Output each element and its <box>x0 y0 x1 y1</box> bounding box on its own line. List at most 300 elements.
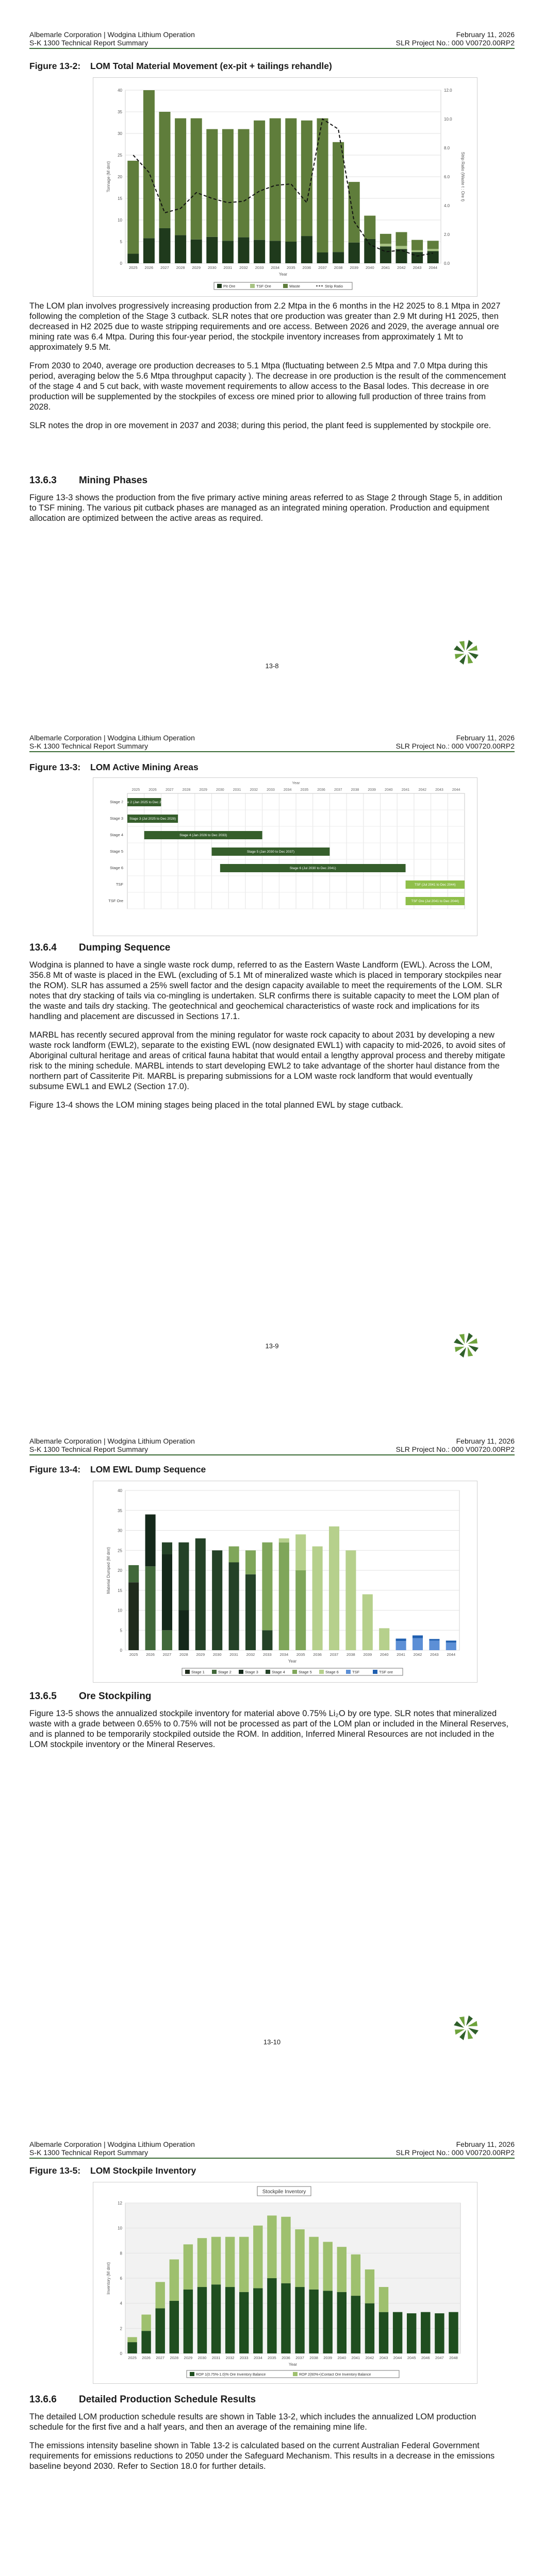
y2-axis-label: Strip Ratio (Waste t : Ore t) <box>460 151 465 202</box>
bar-segment <box>184 2244 193 2290</box>
bar-segment <box>429 1639 439 1640</box>
figure-caption <box>29 1464 206 1475</box>
x-tick-label: 2043 <box>413 265 422 270</box>
x-tick-label: 2039 <box>363 1652 372 1657</box>
paragraph: Wodgina is planned to have a single waste rock dump, referred to as the Eastern Waste Landform (EWL). Across the LOM, 356.8 Mt of waste is placed in the EWL (excluding of 5.1 Mt of mineralized waste which is placed in temporary stockpiles near the ROM). SLR has assumed a 25% swell factor and the design capacity available to meet the requirements of the LOM. SLR notes that dry stacking of tails via co-mingling is undertaken. SLR confirms there is suitable capacity to meet the LOM plan of the waste and tails dry stacking. The geotechnical and geochemical characteristics of waste rock and implications for its handling and placement are discussed in Sections 17.1. <box>29 960 503 1021</box>
bar-segment <box>345 1550 356 1650</box>
section-title: Detailed Production Schedule Results <box>79 2394 256 2405</box>
bar-segment <box>239 2292 249 2353</box>
x-tick-label: 2028 <box>179 1652 188 1657</box>
bar-segment <box>295 1534 306 1570</box>
x-tick-label: 2030 <box>216 788 224 792</box>
y2-tick-label: 8.0 <box>444 146 450 150</box>
x-axis-label: Year <box>288 1659 297 1664</box>
bar-segment <box>413 1635 423 1638</box>
legend-label: Stage 3 <box>245 1670 258 1674</box>
x-tick-label: 2038 <box>351 788 359 792</box>
x-tick-label: 2036 <box>282 2355 290 2360</box>
bar-segment <box>128 1565 139 1582</box>
bar-segment <box>379 2287 388 2312</box>
bar-segment <box>197 2287 207 2353</box>
bar-segment <box>211 2284 221 2353</box>
bar-segment <box>229 1547 239 1563</box>
paragraph: Figure 13-3 shows the production from the five primary active mining areas referred to as Stage 2 through Stage 5, in addition to TSF mining. The various pit cutback phases are managed as an integrated mining operation. Production and equipment allocation are optimized between the active areas as required. <box>29 493 503 523</box>
row-label: TSF <box>116 882 123 887</box>
x-tick-label: 2032 <box>225 2355 235 2360</box>
bar-segment <box>295 2287 304 2353</box>
bar-segment <box>127 161 139 254</box>
bar-segment <box>206 237 218 263</box>
header-project: SLR Project No.: 000 V00720.00RP2 <box>395 2148 515 2157</box>
row-label: Stage 3 <box>110 816 123 821</box>
legend-label: TSF Ore <box>256 284 271 289</box>
x-tick-label: 2029 <box>199 788 207 792</box>
bar-segment <box>191 240 202 263</box>
x-tick-label: 2031 <box>211 2355 221 2360</box>
bar-segment <box>337 2247 347 2292</box>
y-tick-label: 35 <box>118 110 122 114</box>
bar-segment <box>175 118 186 235</box>
bar-segment <box>435 2313 444 2353</box>
bar-segment <box>162 1543 172 1554</box>
slr-logo-icon <box>452 638 481 667</box>
x-tick-label: 2036 <box>302 265 311 270</box>
bar-segment <box>222 241 234 263</box>
bar-segment <box>407 2313 416 2353</box>
bar-segment <box>270 241 281 263</box>
bar-segment <box>446 1640 456 1642</box>
bar-segment <box>245 1550 256 1574</box>
bar-segment <box>225 2287 235 2353</box>
bar-segment <box>156 2282 165 2308</box>
legend-swatch <box>185 1670 190 1674</box>
y-tick-label: 15 <box>118 1588 122 1593</box>
x-tick-label: 2033 <box>239 2355 249 2360</box>
paragraph: From 2030 to 2040, average ore production decreases to 5.1 Mtpa (fluctuating between 2.5 Mtpa and 7.0 Mtpa during this period, averaging below the 5.6 Mtpa throughput capacity ). The decrease in ore production is the result of the commencement of the stage 4 and 5 cut back, with waste movement requirements to allow access to the Basal lodes. This decrease in ore production will be supplemented by the stockpiles of excess ore mined prior to allowing full production of three trains from 2028. <box>29 361 506 412</box>
bar-segment <box>143 90 155 238</box>
legend-label: ROP 2(60%+)Contact Ore Inventory Balance <box>299 2373 371 2377</box>
header-company: Albemarle Corporation | Wodgina Lithium Operation <box>29 30 195 39</box>
slr-logo-icon <box>452 2013 481 2042</box>
paragraph: MARBL has recently secured approval from the mining regulator for waste rock capacity to about 2031 by developing a new waste rock landform (EWL2), separate to the existing EWL (now designated EWL1) with capacity to mid-2026, to avoid sites of Aboriginal cultural heritage and areas of critical fauna habitat that would entail a lengthy approval process and thereby mitigate risk to the mining schedule. MARBL intends to start developing EWL2 to take advantage of the shorter haul distance from the northern part of Cassiterite Pit. MARBL is preparing submissions for a LOM waste rock landform that would eventually subsume EWL1 and EWL2 (Section 17.0). <box>29 1030 505 1091</box>
bar-segment <box>238 129 249 238</box>
figure-number: Figure 13-4: <box>29 1464 81 1475</box>
bar-segment <box>267 2278 276 2353</box>
x-tick-label: 2029 <box>192 265 201 270</box>
paragraph: SLR notes the drop in ore movement in 2037 and 2038; during this period, the plant feed is supplemented by stockpile ore. <box>29 421 491 430</box>
bar-segment <box>295 1570 306 1650</box>
x-tick-label: 2029 <box>196 1652 205 1657</box>
legend-swatch <box>190 2372 194 2376</box>
bar-segment <box>421 2312 430 2353</box>
x-tick-label: 2034 <box>253 2355 262 2360</box>
bar-segment <box>245 1574 256 1650</box>
x-tick-label: 2035 <box>296 1652 305 1657</box>
x-tick-label: 2035 <box>286 265 295 270</box>
x-tick-label: 2030 <box>212 1652 222 1657</box>
bar-segment <box>170 2260 179 2301</box>
bar-segment <box>279 1543 289 1650</box>
gantt-bar-label: Stage 5 (Jan 2030 to Dec 2037) <box>246 850 295 854</box>
body-text <box>29 960 509 1118</box>
bar-segment <box>127 254 139 263</box>
chart-title: Stockpile Inventory <box>262 2189 306 2195</box>
bar-segment <box>127 2342 137 2353</box>
header-report: S-K 1300 Technical Report Summary <box>29 39 149 47</box>
bar-segment <box>349 243 360 263</box>
figure-number: Figure 13-2: <box>29 61 81 71</box>
y-axis-label: Inventory (M dmt) <box>106 2262 111 2295</box>
y2-tick-label: 4.0 <box>444 204 450 208</box>
chart-active-mining-areas-svg <box>93 778 477 936</box>
y-tick-label: 5 <box>120 1628 122 1633</box>
figure-number: Figure 13-3: <box>29 762 81 772</box>
x-tick-label: 2038 <box>309 2355 318 2360</box>
section-heading <box>29 942 170 954</box>
x-tick-label: 2032 <box>239 265 248 270</box>
legend-label: Stage 4 <box>272 1670 285 1674</box>
x-tick-label: 2041 <box>397 1652 405 1657</box>
row-label: Stage 5 <box>110 849 123 854</box>
header-report: S-K 1300 Technical Report Summary <box>29 1445 149 1453</box>
x-tick-label: 2040 <box>380 1652 389 1657</box>
figure-caption <box>29 61 332 72</box>
x-tick-label: 2043 <box>430 1652 439 1657</box>
y-tick-label: 0 <box>120 261 122 266</box>
y-tick-label: 5 <box>120 240 122 244</box>
section-heading <box>29 475 147 486</box>
bar-segment <box>128 1582 139 1650</box>
bar-segment <box>170 2301 179 2353</box>
y-tick-label: 40 <box>118 1488 122 1493</box>
bar-segment <box>379 1628 389 1650</box>
figure-caption <box>29 762 199 773</box>
x-tick-label: 2025 <box>131 788 140 792</box>
bar-segment <box>446 1642 456 1650</box>
x-tick-label: 2027 <box>160 265 169 270</box>
x-tick-label: 2026 <box>142 2355 151 2360</box>
legend-swatch <box>212 1670 217 1674</box>
y-axis-label: Material Dumped (M dmt) <box>106 1547 111 1594</box>
x-tick-label: 2038 <box>334 265 343 270</box>
bar-segment <box>349 182 360 243</box>
chart-total-material-svg <box>93 78 477 296</box>
y-tick-label: 20 <box>118 1568 122 1573</box>
bar-segment <box>333 142 344 252</box>
bar-segment <box>229 1563 239 1651</box>
x-tick-label: 2036 <box>317 788 325 792</box>
legend-swatch <box>346 1670 351 1674</box>
header-project: SLR Project No.: 000 V00720.00RP2 <box>395 742 515 750</box>
x-tick-label: 2044 <box>393 2355 402 2360</box>
x-tick-label: 2028 <box>182 788 191 792</box>
bar-segment <box>365 2303 374 2353</box>
x-tick-label: 2037 <box>318 265 327 270</box>
bar-segment <box>285 118 296 242</box>
x-tick-label: 2041 <box>381 265 390 270</box>
figure-title: LOM Active Mining Areas <box>90 762 199 772</box>
row-label: Stage 6 <box>110 866 123 870</box>
row-label: Stage 2 <box>110 800 123 804</box>
y-tick-label: 10 <box>118 2226 122 2231</box>
legend-label: Strip Ratio <box>325 284 343 289</box>
y2-tick-label: 2.0 <box>444 232 450 237</box>
x-tick-label: 2033 <box>255 265 264 270</box>
x-tick-label: 2030 <box>207 265 217 270</box>
y-axis-label: Tonnage (M dmt) <box>106 161 111 193</box>
gantt-bar-label: TSF (Jul 2041 to Dec 2044) <box>414 883 456 887</box>
gantt-bar-label: TSF Ore (Jul 2041 to Dec 2044) <box>411 900 459 903</box>
bar-segment <box>429 1640 439 1650</box>
chart-stockpile-inventory-svg <box>93 2182 477 2383</box>
y2-tick-label: 6.0 <box>444 175 450 179</box>
legend-label: Waste <box>289 284 300 289</box>
bar-segment <box>323 2291 333 2353</box>
bar-segment <box>262 1543 272 1631</box>
y-tick-label: 25 <box>118 1548 122 1553</box>
x-tick-label: 2030 <box>197 2355 207 2360</box>
x-tick-label: 2036 <box>313 1652 322 1657</box>
bar-segment <box>380 234 391 244</box>
bar-segment <box>379 2312 388 2353</box>
header-report: S-K 1300 Technical Report Summary <box>29 742 149 750</box>
bar-segment <box>145 1515 156 1567</box>
bar-segment <box>333 252 344 263</box>
x-tick-label: 2042 <box>397 265 406 270</box>
legend-swatch <box>266 1670 270 1674</box>
bar-segment <box>351 2255 360 2296</box>
header-company: Albemarle Corporation | Wodgina Lithium Operation <box>29 1437 195 1445</box>
y-tick-label: 15 <box>118 196 122 201</box>
x-tick-label: 2037 <box>334 788 342 792</box>
legend-label: Pit Ore <box>223 284 236 289</box>
x-tick-label: 2025 <box>129 1652 138 1657</box>
bar-segment <box>225 2237 235 2287</box>
x-tick-label: 2028 <box>176 265 185 270</box>
bar-segment <box>141 2331 151 2353</box>
bar-segment <box>127 2337 137 2342</box>
figure-number: Figure 13-5: <box>29 2165 81 2176</box>
x-tick-label: 2033 <box>263 1652 272 1657</box>
bar-segment <box>317 252 328 263</box>
header-date: February 11, 2026 <box>456 734 515 742</box>
legend-label: Stage 6 <box>325 1670 339 1674</box>
y-tick-label: 4 <box>120 2301 122 2306</box>
x-axis-label: Year <box>278 272 288 277</box>
figure-title: LOM EWL Dump Sequence <box>90 1464 206 1475</box>
bar-segment <box>364 216 375 239</box>
x-tick-label: 2025 <box>128 2355 137 2360</box>
bar-segment <box>178 1543 189 1611</box>
x-tick-label: 2047 <box>435 2355 444 2360</box>
x-tick-label: 2031 <box>233 788 241 792</box>
section-number: 13.6.6 <box>29 2394 57 2405</box>
header-project: SLR Project No.: 000 V00720.00RP2 <box>395 1445 515 1453</box>
x-tick-label: 2027 <box>165 788 174 792</box>
header-date: February 11, 2026 <box>456 30 515 39</box>
bar-segment <box>145 1566 156 1650</box>
chart-stockpile-inventory <box>93 2182 477 2384</box>
legend-swatch <box>283 284 288 288</box>
page-header <box>29 2140 515 2159</box>
body-text <box>29 2412 509 2480</box>
legend-swatch <box>373 1670 377 1674</box>
bar-segment <box>449 2312 458 2353</box>
bar-segment <box>380 246 391 263</box>
x-tick-label: 2044 <box>447 1652 456 1657</box>
y-tick-label: 0 <box>120 1648 122 1653</box>
x-tick-label: 2040 <box>385 788 393 792</box>
y-tick-label: 10 <box>118 1608 122 1613</box>
report-page <box>0 703 544 1406</box>
bar-segment <box>156 2308 165 2353</box>
section-number: 13.6.5 <box>29 1691 57 1702</box>
bar-segment <box>411 252 423 263</box>
bar-segment <box>411 250 423 252</box>
chart-ewl-dump-sequence <box>93 1481 477 1683</box>
bar-segment <box>239 2237 249 2292</box>
bar-segment <box>162 1554 172 1630</box>
legend-swatch <box>217 284 222 288</box>
x-axis-label: Year <box>288 2362 298 2367</box>
x-tick-label: 2044 <box>452 788 460 792</box>
bar-segment <box>141 2315 151 2331</box>
gantt-bar-label: Stage 3 (Jul 2025 to Dec 2028) <box>129 817 176 821</box>
bar-segment <box>159 112 170 228</box>
bar-segment <box>413 1638 423 1650</box>
x-tick-label: 2026 <box>149 788 157 792</box>
x-tick-label: 2040 <box>337 2355 347 2360</box>
bar-segment <box>175 235 186 263</box>
x-tick-label: 2035 <box>300 788 309 792</box>
bar-segment <box>427 241 439 249</box>
x-tick-label: 2042 <box>365 2355 374 2360</box>
bar-segment <box>395 246 407 249</box>
x-tick-label: 2045 <box>407 2355 416 2360</box>
bar-segment <box>365 2269 374 2303</box>
bar-segment <box>380 244 391 246</box>
bar-segment <box>351 2296 360 2353</box>
bar-segment <box>362 1595 373 1651</box>
x-tick-label: 2040 <box>365 265 374 270</box>
bar-segment <box>393 2312 402 2353</box>
page-header <box>29 1437 515 1455</box>
body-text <box>29 493 509 532</box>
legend-swatch <box>293 2372 298 2376</box>
y-tick-label: 12 <box>118 2201 122 2206</box>
body-text <box>29 1708 509 1758</box>
y-tick-label: 10 <box>118 218 122 223</box>
bar-segment <box>301 236 312 263</box>
y-tick-label: 20 <box>118 175 122 179</box>
x-tick-label: 2035 <box>268 2355 276 2360</box>
x-tick-label: 2034 <box>283 788 292 792</box>
figure-title: LOM Total Material Movement (ex-pit + tailings rehandle) <box>90 61 332 71</box>
bar-segment <box>337 2292 347 2353</box>
bar-segment <box>162 1630 172 1650</box>
x-tick-label: 2038 <box>347 1652 355 1657</box>
bar-segment <box>411 240 423 250</box>
legend-swatch <box>239 1670 243 1674</box>
legend-swatch <box>319 1670 324 1674</box>
y-tick-label: 6 <box>120 2276 122 2281</box>
x-tick-label: 2027 <box>156 2355 165 2360</box>
paragraph: The LOM plan involves progressively increasing production from 2.2 Mtpa in the 6 months in the H2 2025 to 8.1 Mtpa in 2027 following the completion of the Stage 3 cutback. SLR notes that ore production was greater than 2.9 Mt during H1 2025, then decreased in H2 2025 due to waste stripping requirements and ore access. Between 2026 and 2029, the average annual ore mining rate was 6.4 Mtpa. During this four-year period, the stockpile inventory increases from approximately 1 Mt to approximately 9.5 Mt. <box>29 301 501 352</box>
report-page <box>0 2110 544 2576</box>
page-number: 13-9 <box>265 1342 279 1350</box>
chart-active-mining-areas <box>93 777 477 936</box>
y-tick-label: 0 <box>120 2351 122 2356</box>
x-tick-label: 2048 <box>449 2355 458 2360</box>
bar-segment <box>309 2237 318 2290</box>
bar-segment <box>197 2238 207 2287</box>
x-tick-label: 2039 <box>323 2355 333 2360</box>
bar-segment <box>396 1641 406 1650</box>
report-page <box>0 0 544 703</box>
figure-title: LOM Stockpile Inventory <box>90 2165 196 2176</box>
bar-segment <box>323 2242 333 2291</box>
header-company: Albemarle Corporation | Wodgina Lithium Operation <box>29 2140 195 2148</box>
figure-caption <box>29 2165 196 2176</box>
y-tick-label: 30 <box>118 1528 122 1533</box>
report-page <box>0 1406 544 2110</box>
header-company: Albemarle Corporation | Wodgina Lithium Operation <box>29 734 195 742</box>
page-header <box>29 30 515 49</box>
x-tick-label: 2025 <box>128 265 138 270</box>
x-tick-label: 2041 <box>401 788 410 792</box>
bar-segment <box>238 238 249 263</box>
bar-segment <box>262 1630 272 1650</box>
chart-ewl-dump-sequence-svg <box>93 1481 477 1682</box>
x-tick-label: 2029 <box>184 2355 193 2360</box>
x-tick-label: 2037 <box>329 1652 339 1657</box>
gantt-bar-label: Stage 2 (Jan 2025 to Dec 2027) <box>120 801 168 804</box>
body-text <box>29 301 509 439</box>
legend-label: Stage 2 <box>218 1670 232 1674</box>
bar-segment <box>267 2215 276 2278</box>
header-date: February 11, 2026 <box>456 2140 515 2148</box>
y-tick-label: 25 <box>118 153 122 158</box>
section-title: Dumping Sequence <box>79 942 171 953</box>
bar-segment <box>159 228 170 263</box>
bar-segment <box>281 2217 290 2283</box>
bar-segment <box>253 2288 262 2353</box>
bar-segment <box>329 1527 339 1650</box>
bar-segment <box>178 1611 189 1651</box>
bar-segment <box>295 2229 304 2287</box>
y-tick-label: 35 <box>118 1508 122 1513</box>
paragraph: The detailed LOM production schedule results are shown in Table 13-2, which includes the annualized LOM production schedule for the first five and a half years, and then an average of the remaining mine life. <box>29 2412 476 2432</box>
x-tick-label: 2043 <box>379 2355 388 2360</box>
section-title: Ore Stockpiling <box>79 1691 152 1702</box>
section-heading <box>29 2394 256 2405</box>
section-heading <box>29 1691 151 1702</box>
header-report: S-K 1300 Technical Report Summary <box>29 2148 149 2157</box>
row-label: TSF Ore <box>108 899 123 903</box>
x-tick-label: 2027 <box>162 1652 172 1657</box>
bar-segment <box>309 2290 318 2353</box>
section-number: 13.6.3 <box>29 475 57 486</box>
bar-segment <box>395 232 407 246</box>
bar-segment <box>427 251 439 263</box>
bar-segment <box>281 2283 290 2353</box>
page-number: 13-8 <box>265 662 279 670</box>
y-tick-label: 30 <box>118 131 122 136</box>
x-tick-label: 2037 <box>295 2355 304 2360</box>
bar-segment <box>211 2237 221 2284</box>
section-number: 13.6.4 <box>29 942 57 953</box>
bar-segment <box>279 1538 289 1543</box>
